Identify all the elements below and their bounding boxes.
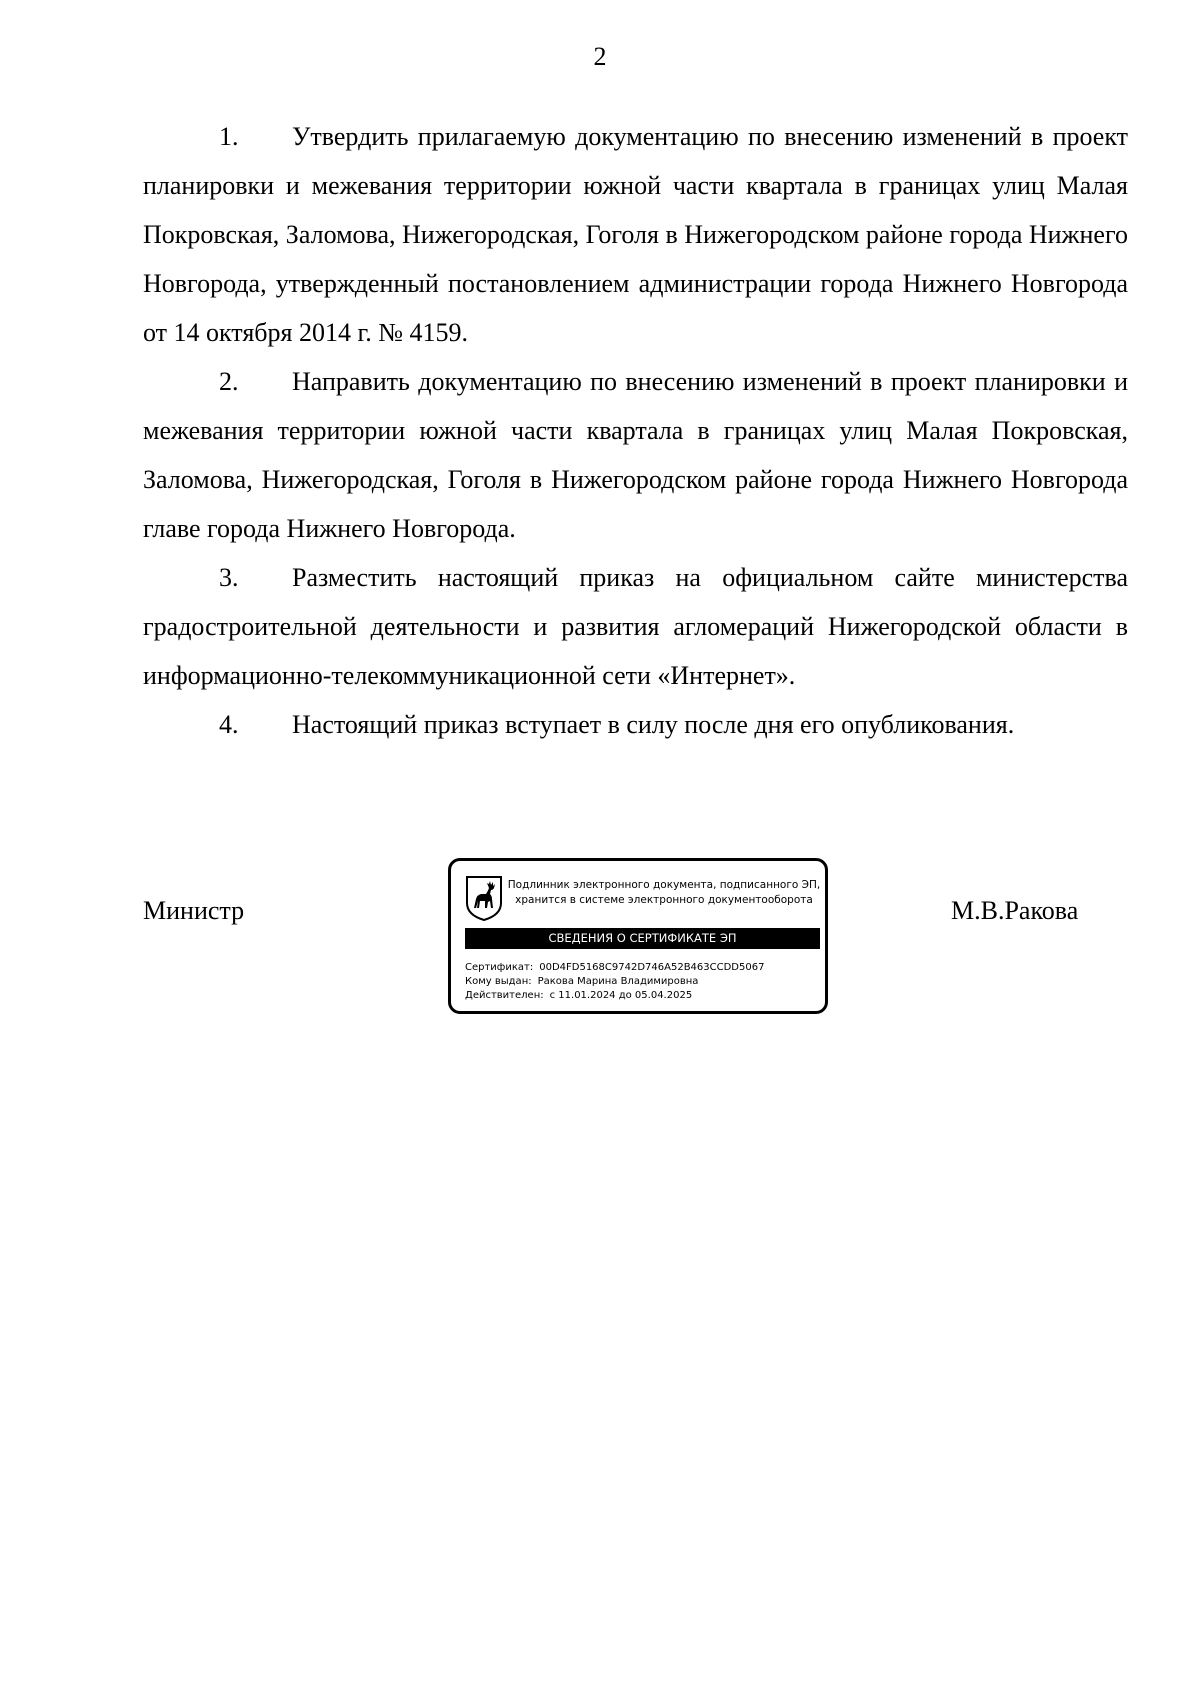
paragraph-1	[143, 112, 1128, 357]
signature-title: Министр	[143, 896, 245, 925]
stamp-header-line-1: Подлинник электронного документа, подписанного ЭП,	[507, 879, 821, 891]
paragraph-text: Настоящий приказ вступает в силу после дня его опубликования.	[292, 710, 1015, 739]
issued-to-value: Ракова Марина Владимировна	[537, 976, 699, 987]
paragraph-number: 2.	[219, 367, 239, 396]
stamp-header-line-2: хранится в системе электронного документооборота	[515, 894, 813, 906]
paragraph-3	[143, 553, 1128, 700]
page-number: 2	[593, 42, 607, 71]
certificate-row	[465, 961, 820, 975]
certificate-label: Сертификат:	[465, 962, 534, 973]
paragraph-4	[143, 700, 1128, 749]
signatory-name: М.В.Ракова	[951, 896, 1079, 925]
paragraph-text: Направить документацию по внесению изменений в проект планировки и межевания территории южной части квартала в границах улиц Малая Покровская, Заломова, Нижегородская, Гоголя в Нижегородском районе города Нижнего Новгорода главе города Нижнего Новгорода.	[143, 367, 1128, 543]
validity-value: с 11.01.2024 до 05.04.2025	[549, 990, 693, 1001]
certificate-value: 00D4FD5168C9742D746A52B463CCDD5067	[539, 962, 765, 973]
electronic-signature-stamp	[448, 858, 828, 1014]
paragraph-number: 1.	[219, 122, 239, 151]
paragraph-text: Утвердить прилагаемую документацию по внесению изменений в проект планировки и межевания территории южной части квартала в границах улиц Малая Покровская, Заломова, Нижегородская, Гоголя в Нижегородском районе города Нижнего Новгорода, утвержденный постановлением администрации города Нижнего Новгорода от 14 октября 2014 г. № 4159.	[143, 122, 1128, 347]
paragraph-text: Разместить настоящий приказ на официальном сайте министерства градостроительной деятельности и развития агломераций Нижегородской области в информационно-телекоммуникационной сети «Интернет».	[143, 563, 1128, 690]
order-body	[143, 112, 1128, 749]
validity-label: Действителен:	[465, 990, 544, 1001]
paragraph-number: 4.	[219, 710, 239, 739]
issued-to-row	[465, 975, 820, 989]
certificate-info-bar: СВЕДЕНИЯ О СЕРТИФИКАТЕ ЭП	[465, 928, 820, 949]
paragraph-number: 3.	[219, 563, 239, 592]
nizhny-novgorod-deer-emblem-icon	[465, 875, 503, 921]
validity-row	[465, 989, 820, 1003]
stamp-header	[505, 878, 823, 908]
paragraph-2	[143, 357, 1128, 553]
certificate-details	[465, 961, 820, 1003]
issued-to-label: Кому выдан:	[465, 976, 532, 987]
